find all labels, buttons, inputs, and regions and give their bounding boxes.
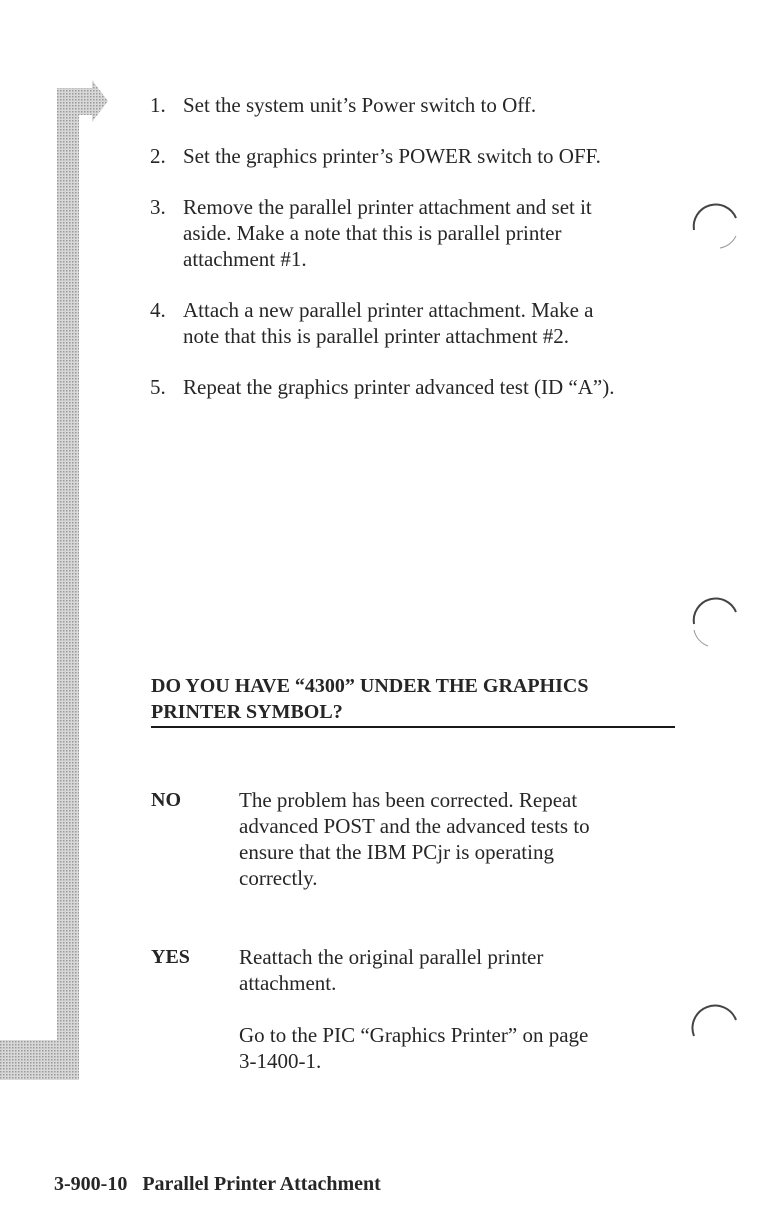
flow-arrow-bar xyxy=(0,0,120,1090)
answer-line: advanced POST and the advanced tests to xyxy=(239,814,590,838)
step-text-line: note that this is parallel printer attachment #2. xyxy=(183,324,570,348)
answer-line: Reattach the original parallel printer xyxy=(239,945,544,969)
answer-line: Go to the PIC “Graphics Printer” on page xyxy=(239,1023,589,1047)
answer-line: ensure that the IBM PCjr is operating xyxy=(239,840,554,864)
step-text-line: Remove the parallel printer attachment and set it xyxy=(183,195,592,219)
step-item xyxy=(150,297,690,349)
answer-text xyxy=(239,787,659,891)
question-line: DO YOU HAVE “4300” UNDER THE GRAPHICS xyxy=(151,675,589,697)
answer-label: NO xyxy=(151,789,181,811)
step-number: 2. xyxy=(150,144,166,168)
step-text: Set the graphics printer’s POWER switch to OFF. xyxy=(183,144,601,168)
answer-label: YES xyxy=(151,946,190,968)
answer-line: attachment. xyxy=(239,971,337,995)
step-text: Set the system unit’s Power switch to Off. xyxy=(183,93,537,117)
question-line: PRINTER SYMBOL? xyxy=(151,701,343,723)
answer-text xyxy=(239,944,659,996)
decision-question xyxy=(151,673,675,728)
binder-hole-mark xyxy=(690,590,742,650)
page-number: 3-900-10 xyxy=(54,1173,128,1195)
binder-hole-mark xyxy=(690,998,742,1058)
step-text-line: attachment #1. xyxy=(183,247,307,271)
step-number: 1. xyxy=(150,93,166,117)
step-item xyxy=(150,92,690,118)
answer-line: correctly. xyxy=(239,866,318,890)
page-footer xyxy=(54,1171,381,1197)
footer-title: Parallel Printer Attachment xyxy=(142,1173,381,1195)
step-item xyxy=(150,143,690,169)
procedure-steps xyxy=(150,92,690,400)
step-number: 4. xyxy=(150,298,166,322)
step-number: 5. xyxy=(150,375,166,399)
answer-text xyxy=(239,1022,659,1074)
answer-line: 3-1400-1. xyxy=(239,1049,322,1073)
step-item xyxy=(150,374,690,400)
step-text-line: Attach a new parallel printer attachment. Make a xyxy=(183,298,594,322)
answer-line: The problem has been corrected. Repeat xyxy=(239,788,578,812)
step-number: 3. xyxy=(150,195,166,219)
step-text: Repeat the graphics printer advanced test (ID “A”). xyxy=(183,375,615,399)
step-item xyxy=(150,194,690,272)
step-text-line: aside. Make a note that this is parallel printer xyxy=(183,221,562,245)
binder-hole-mark xyxy=(690,196,742,256)
